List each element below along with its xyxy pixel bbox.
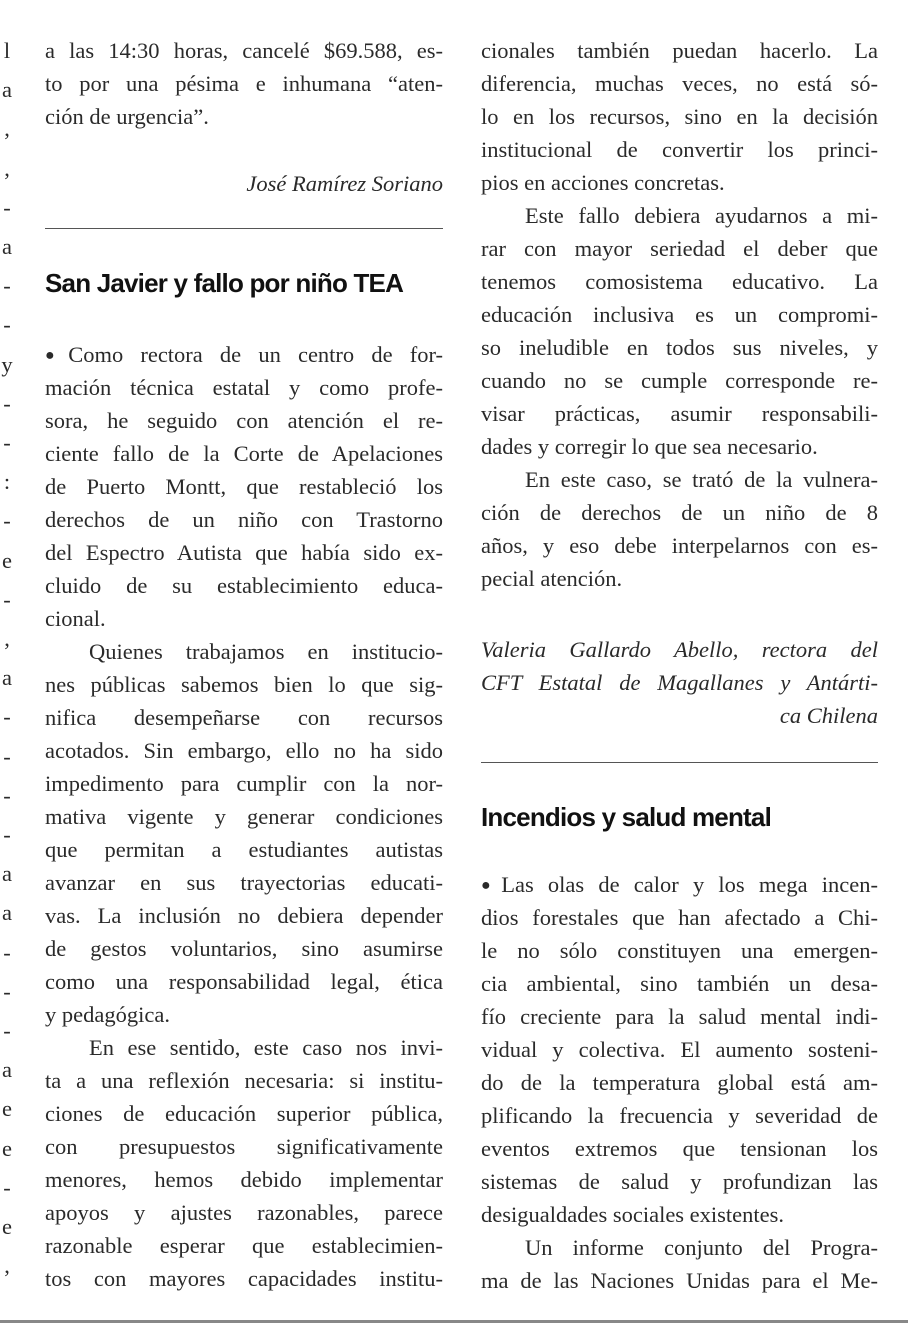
body-line: derechos de un niño con Trastorno <box>45 507 443 532</box>
letter-heading: Incendios y salud mental <box>481 802 771 832</box>
clipped-char: e <box>2 1214 12 1239</box>
clipped-char: , <box>4 116 10 142</box>
body-line: lo en los recursos, sino en la decisión <box>481 104 878 129</box>
body-line: razonable esperar que establecimien- <box>45 1233 443 1258</box>
body-line: pios en acciones concretas. <box>481 170 725 195</box>
clipped-char: : <box>3 469 11 495</box>
body-line: mación técnica estatal y como profe- <box>45 375 443 400</box>
body-line: a las 14:30 horas, cancelé $69.588, es- <box>45 38 443 63</box>
body-line: mativa vigente y generar condiciones <box>45 804 443 829</box>
body-line: eventos extremos que tensionan los <box>481 1136 878 1161</box>
bullet-icon: ● <box>481 877 500 894</box>
body-line: cional. <box>45 606 106 631</box>
body-line: rar con mayor seriedad el deber que <box>481 236 878 261</box>
clipped-char: a <box>2 1057 12 1083</box>
clipped-char: - <box>3 743 11 769</box>
body-line: educación inclusiva es un compromi- <box>481 302 878 327</box>
body-line: desigualdades sociales existentes. <box>481 1202 785 1227</box>
body-line: ción de derechos de un niño de 8 <box>481 500 878 525</box>
body-line: sistemas de salud y profundizan las <box>481 1169 878 1194</box>
clipped-char: a <box>2 234 12 259</box>
clipped-char: - <box>3 978 11 1004</box>
body-line: nifica desempeñarse con recursos <box>45 705 443 730</box>
clipped-char: - <box>3 822 11 847</box>
clipped-char: - <box>3 430 11 455</box>
body-line: so ineludible en todos sus niveles, y <box>481 335 878 360</box>
body-line: Este fallo debiera ayudarnos a mi- <box>525 203 878 228</box>
body-line: do de la temperatura global está am- <box>481 1070 878 1095</box>
body-line: le no sólo constituyen una emergen- <box>481 938 878 963</box>
body-line: con presupuestos significativamente <box>45 1134 443 1159</box>
clipped-char: e <box>2 1096 12 1122</box>
body-line: como una responsabilidad legal, ética <box>45 969 443 994</box>
body-line: dades y corregir lo que sea necesario. <box>481 434 818 459</box>
body-line: cuando no se cumple corresponde re- <box>481 368 878 393</box>
clipped-char: y <box>1 351 13 377</box>
bullet-icon: ● <box>45 347 67 364</box>
body-line: ma de las Naciones Unidas para el Me- <box>481 1268 878 1293</box>
body-line <box>45 338 443 371</box>
body-line: impedimento para cumplir con la nor- <box>45 771 443 796</box>
clipped-char: - <box>3 782 11 808</box>
body-line: cluido de su establecimiento educa- <box>45 573 443 598</box>
body-line: En este caso, se trató de la vulnera- <box>525 467 878 492</box>
clipped-char: - <box>3 939 11 965</box>
body-line: ción de urgencia”. <box>45 104 209 129</box>
body-line: ta a una reflexión necesaria: si institu- <box>45 1068 443 1093</box>
clipped-char: e <box>2 547 12 573</box>
clipped-char: - <box>3 390 11 416</box>
body-line: Quienes trabajamos en institucio- <box>89 639 443 664</box>
body-line: nes públicas sabemos bien lo que sig- <box>45 672 443 697</box>
signature-line: ca Chilena <box>779 703 878 728</box>
clipped-char: a <box>2 665 12 691</box>
body-line <box>481 868 878 901</box>
body-line: vas. La inclusión no debiera depender <box>45 903 443 928</box>
body-line: y pedagógica. <box>45 1002 170 1027</box>
body-line: visar prácticas, asumir responsabili- <box>481 401 878 426</box>
body-line: fío creciente para la salud mental indi- <box>481 1004 878 1029</box>
clipped-char: l <box>3 38 11 63</box>
body-line: diferencia, muchas veces, no está só- <box>481 71 878 96</box>
clipped-char: - <box>3 508 11 534</box>
body-line: que permitan a estudiantes autistas <box>45 837 443 862</box>
letter-signature: José Ramírez Soriano <box>246 171 443 196</box>
signature-line: Valeria Gallardo Abello, rectora del <box>481 637 878 662</box>
clipped-char: , <box>4 626 10 651</box>
body-line: de Puerto Montt, que restableció los <box>45 474 443 499</box>
body-line: Un informe conjunto del Progra- <box>525 1235 878 1260</box>
clipped-char: , <box>4 155 10 181</box>
page-bottom-rule <box>0 1320 908 1323</box>
section-divider <box>45 228 443 229</box>
body-line: años, y eso debe interpelarnos con es- <box>481 533 878 558</box>
clipped-char: - <box>3 194 11 220</box>
body-line: institucional de convertir los princi- <box>481 137 878 162</box>
clipped-char: - <box>3 312 11 338</box>
signature-line: CFT Estatal de Magallanes y Antárti- <box>481 670 878 695</box>
body-text: Como rectora de un centro de for- <box>68 342 443 367</box>
clipped-char: - <box>3 1018 11 1043</box>
body-line: ciones de educación superior pública, <box>45 1101 443 1126</box>
clipped-char: - <box>3 1174 11 1200</box>
clipped-char: a <box>2 900 12 926</box>
body-line: del Espectro Autista que había sido ex- <box>45 540 443 565</box>
body-line: vidual y colectiva. El aumento sosteni- <box>481 1037 878 1062</box>
body-line: to por una pésima e inhumana “aten- <box>45 71 443 96</box>
body-line: avanzar en sus trayectorias educati- <box>45 870 443 895</box>
body-line: cionales también puedan hacerlo. La <box>481 38 878 63</box>
section-divider <box>481 762 878 763</box>
clipped-char: - <box>3 273 11 299</box>
body-line: En ese sentido, este caso nos invi- <box>89 1035 443 1060</box>
body-line: apoyos y ajustes razonables, parece <box>45 1200 443 1225</box>
clipped-char: a <box>2 861 12 887</box>
body-text: Las olas de calor y los mega incen- <box>501 872 878 897</box>
body-line: dios forestales que han afectado a Chi- <box>481 905 878 930</box>
clipped-char: e <box>2 1135 12 1161</box>
body-line: sora, he seguido con atención el re- <box>45 408 443 433</box>
body-line: plificando la frecuencia y severidad de <box>481 1103 878 1128</box>
body-line: ciente fallo de la Corte de Apelaciones <box>45 441 443 466</box>
body-line: tenemos comosistema educativo. La <box>481 269 878 294</box>
clipped-char: - <box>3 704 11 730</box>
clipped-char: a <box>2 77 12 103</box>
body-line: menores, hemos debido implementar <box>45 1167 443 1192</box>
body-line: cia ambiental, sino también un desa- <box>481 971 878 996</box>
body-line: tos con mayores capacidades institu- <box>45 1266 443 1291</box>
letter-heading: San Javier y fallo por niño TEA <box>45 268 404 298</box>
clipped-char: - <box>3 586 11 612</box>
body-line: acotados. Sin embargo, ello no ha sido <box>45 738 443 763</box>
body-line: de gestos voluntarios, sino asumirse <box>45 936 443 961</box>
body-line: pecial atención. <box>481 566 623 591</box>
clipped-char: , <box>4 1253 10 1279</box>
